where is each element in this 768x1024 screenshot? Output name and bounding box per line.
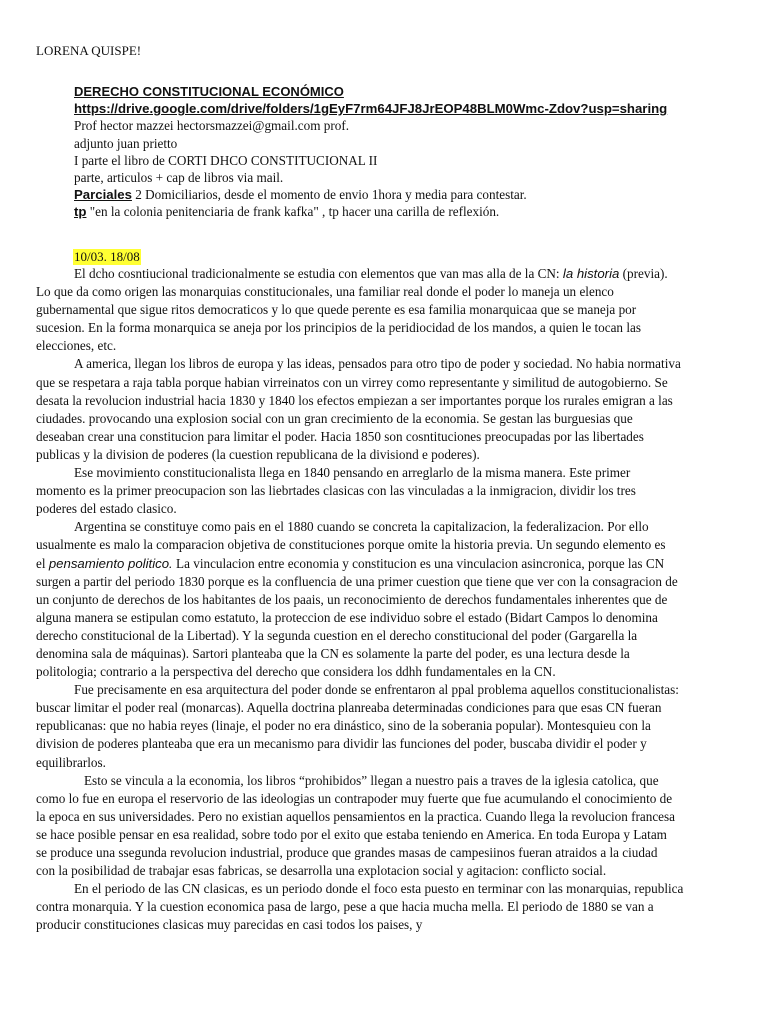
text-line: equilibrarlos. — [36, 754, 106, 770]
date-highlight: 10/03. 18/08 — [74, 249, 140, 264]
adjunto-line: adjunto juan prietto — [74, 135, 178, 151]
text-line: que se respetara a raja tabla porque habian virreinatos con un virrey como representante y similitud de autogobierno. Se — [36, 374, 668, 390]
text-line: politologia; contrario a la perspectiva del derecho que considera los ddhh fundamentales en la CN. — [36, 664, 556, 680]
text-line: elecciones, etc. — [36, 338, 117, 354]
text-line: surgen a partir del periodo 1830 porque es la confluencia de una primer cuestion que tiene que ver con la consagracion de — [36, 573, 678, 589]
text-line: republicanas: que no habia reyes (linaje, el poder no era dinástico, sino de la soberania popular). Montesquieu con la — [36, 718, 651, 734]
text-line: como lo fue en europa el reservorio de las ideologias un contrapoder muy fuerte que fue acumulando el conocimiento de — [36, 790, 673, 806]
text-line: un conjunto de derechos de los habitantes de los paais, un reconocimiento de derechos fundamentales inherentes que de — [36, 591, 668, 607]
text-line: desata la revolucion industrial hacia 1830 y 1840 los efectos empiezan a ser importantes porque los rurales emigran a las — [36, 392, 673, 408]
text-line: deseaban crear una constitucion para limitar el poder. Hacia 1850 son cosntituciones preocupadas por las libertades — [36, 428, 644, 444]
parciales-text: 2 Domiciliarios, desde el momento de envio 1hora y media para contestar. — [131, 187, 527, 203]
text-line: la epoca en sus universidades. Pero no existian aquellos pensamientos en la practica. Cuando llega la revolucion francesa — [36, 808, 676, 824]
text-line: denomina sala de máquinas). Sartori planteaba que la CN es solamente la parte del poder, es una lectura desde la — [36, 645, 630, 661]
part-two-line: parte, articulos + cap de libros via mail. — [74, 170, 284, 186]
text-line: poderes del estado clasico. — [36, 501, 177, 517]
tp-text: "en la colonia penitenciaria de frank kafka" , tp hacer una carilla de reflexión. — [86, 204, 500, 220]
text-line: Fue precisamente en esa arquitectura del poder donde se enfrentaron al ppal problema aquellos constitucionalistas: — [74, 682, 679, 698]
part-one-line: I parte el libro de CORTI DHCO CONSTITUCIONAL II — [74, 152, 378, 168]
text-line: ciudades. provocando una explosion social con un gran crecimiento de la economia. Se gestan las burguesias que — [36, 410, 633, 426]
text-line: se produce una ssegunda revolucion industrial, produce que grandes masas de campesiinos fueran atraidos a la ciudad — [36, 845, 658, 860]
text-line: producir constituciones clasicas muy parecidas en casi todos los paises, y — [36, 917, 423, 933]
tp-label: tp — [74, 204, 87, 220]
text-line: Argentina se constituye como pais en el 1880 cuando se concreta la capitalizacion, la federalizacion. Por ello — [74, 519, 649, 535]
drive-link[interactable]: https://drive.google.com/drive/folders/1gEyF7rm64JFJ8JrEOP48BLM0Wmc-Zdov?usp=sharing — [74, 101, 668, 117]
course-title: DERECHO CONSTITUCIONAL ECONÓMICO — [74, 84, 344, 99]
text-line: el pensamiento politico. La vinculacion entre economia y constitucion es una vinculacion asincronica, porque las CN — [36, 555, 665, 571]
text-line: En el periodo de las CN clasicas, es un periodo donde el foco esta puesto en terminar con las monarquias, republica — [74, 881, 684, 897]
text-line: El dcho cosntiucional tradicionalmente se estudia con elementos que van mas alla de la CN: la historia (previa). — [74, 266, 668, 281]
text-line: gubernamental que sigue ritos democraticos y lo que quede perente es esa familia monarquicaa que se maneja por — [36, 302, 637, 318]
italic-phrase: la historia — [562, 266, 620, 281]
text-line: buscar limitar el poder real (monarcas). Aquella doctrina planreaba determinadas condiciones para que esas CN fueran — [36, 700, 662, 716]
text-line: division de poderes planteaba que era un mecanismo para dividir las funciones del poder, buscaba dividir el poder y — [36, 736, 647, 752]
tp-line — [74, 203, 667, 220]
text-line: Ese movimiento constitucionalista llega en 1840 pensando en arreglarlo de la misma manera. Este primer — [74, 465, 631, 481]
text-line: momento es la primer preocupacion son las liebrtades clasicas con las vinculadas a la inmigracion, dividir los tres — [36, 483, 636, 499]
professor-line: Prof hector mazzei hectorsmazzei@gmail.com prof. — [74, 118, 350, 134]
parciales-label: Parciales — [74, 187, 132, 203]
text-line: Esto se vincula a la economia, los libros “prohibidos” llegan a nuestro pais a traves de la iglesia catolica, que — [84, 772, 659, 788]
text-line: derecho constitucional de la Libertad). Y la segunda cuestion en el derecho constitucional del poder (Gargarella la — [36, 627, 638, 643]
author-name: LORENA QUISPE! — [36, 43, 142, 58]
text-line: Lo que da como origen las monarquias constitucionales, una familiar real donde el poder lo maneja un elenco — [36, 284, 614, 300]
text-line: A america, llegan los libros de europa y las ideas, pensados para otro tipo de poder y sociedad. No habia normativa — [74, 356, 681, 372]
text-line: con la posibilidad de trabajar esas fabricas, se desarrolla una explotacion social y agitacion: conflicto social. — [36, 863, 607, 879]
parciales-line — [74, 186, 667, 203]
text-line: usualmente es malo la comparacion objetiva de constituciones porque omite la historia previa. Un segundo elemento es — [36, 537, 666, 553]
body-text — [36, 265, 736, 934]
text-line: publicas y la division de poderes (la cuestion republicana de la divisiond e poderes). — [36, 446, 480, 462]
italic-phrase: pensamiento politico. — [48, 555, 173, 571]
text-line: sucesion. En la forma monarquica se aneja por los principios de la peridiocidad de los mandos, a quien le tocan las — [36, 320, 641, 336]
course-header — [74, 83, 667, 221]
text-line: contra monarquia. Y la cuestion economica pasa de largo, pese a que hacia mucha mella. El periodo de 1880 se van a — [36, 899, 654, 915]
text-line: alguna manera se estipulan como estatuto, la proteccion de ese individuo sobre el estado (Bidart Campos lo denomina — [36, 609, 658, 625]
text-line: se hace posible pensar en esa realidad, sobre todo por el exito que estaba teniendo en America. En toda Europa y Latam — [36, 826, 667, 842]
